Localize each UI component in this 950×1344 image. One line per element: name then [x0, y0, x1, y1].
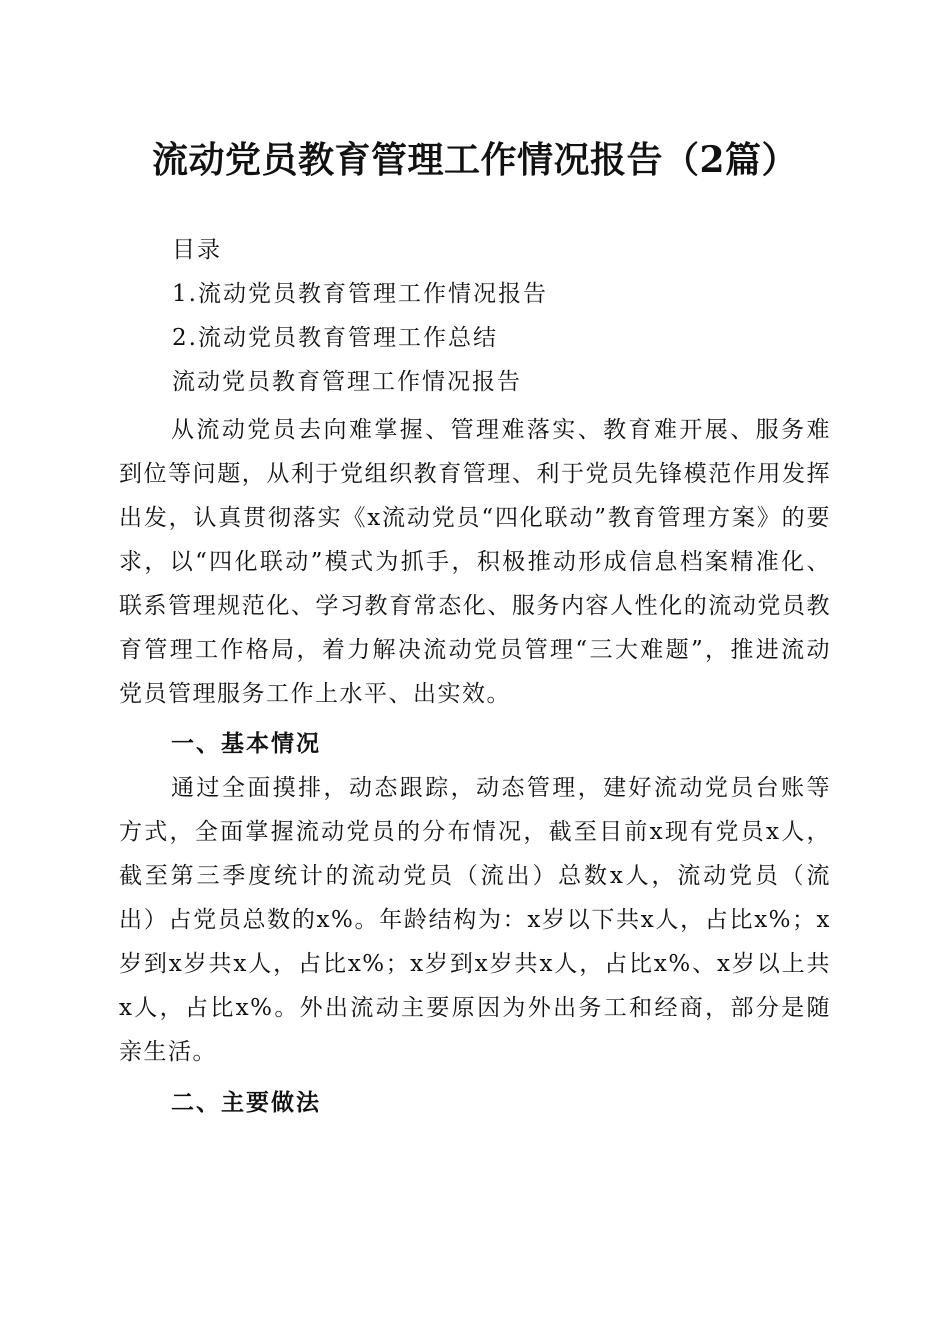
toc-item: 1.流动党员教育管理工作情况报告	[172, 281, 548, 307]
section-heading-basic-situation: 一、基本情况	[171, 731, 321, 757]
table-of-contents	[172, 228, 852, 404]
document-title: 流动党员教育管理工作情况报告（2篇）	[151, 139, 799, 181]
toc-item: 2.流动党员教育管理工作总结	[172, 325, 498, 351]
toc-heading: 目录	[172, 237, 222, 263]
intro-paragraph: 从流动党员去向难掌握、管理难落实、教育难开展、服务难到位等问题，从利于党组织教育管理、利于党员先锋模范作用发挥出发，认真贯彻落实《x流动党员“四化联动”教育管理方案》的要求，以“四化联动”模式为抓手，积极推动形成信息档案精准化、联系管理规范化、学习教育常态化、服务内容人性化的流动党员教育管理工作格局，着力解决流动党员管理“三大难题”，推进流动党员管理服务工作上水平、出实效。	[119, 417, 831, 707]
section-heading-main-practices: 二、主要做法	[171, 1090, 321, 1116]
article-title: 流动党员教育管理工作情况报告	[172, 369, 522, 395]
basic-situation-paragraph: 通过全面摸排，动态跟踪，动态管理，建好流动党员台账等方式，全面掌握流动党员的分布情况，截至目前x现有党员x人，截至第三季度统计的流动党员（流出）总数x人，流动党员（流出）占党员总数的x%。年龄结构为：x岁以下共x人，占比x%；x岁到x岁共x人，占比x%；x岁到x岁共x人，占比x%、x岁以上共x人，占比x%。外出流动主要原因为外出务工和经商，部分是随亲生活。	[119, 775, 831, 1065]
